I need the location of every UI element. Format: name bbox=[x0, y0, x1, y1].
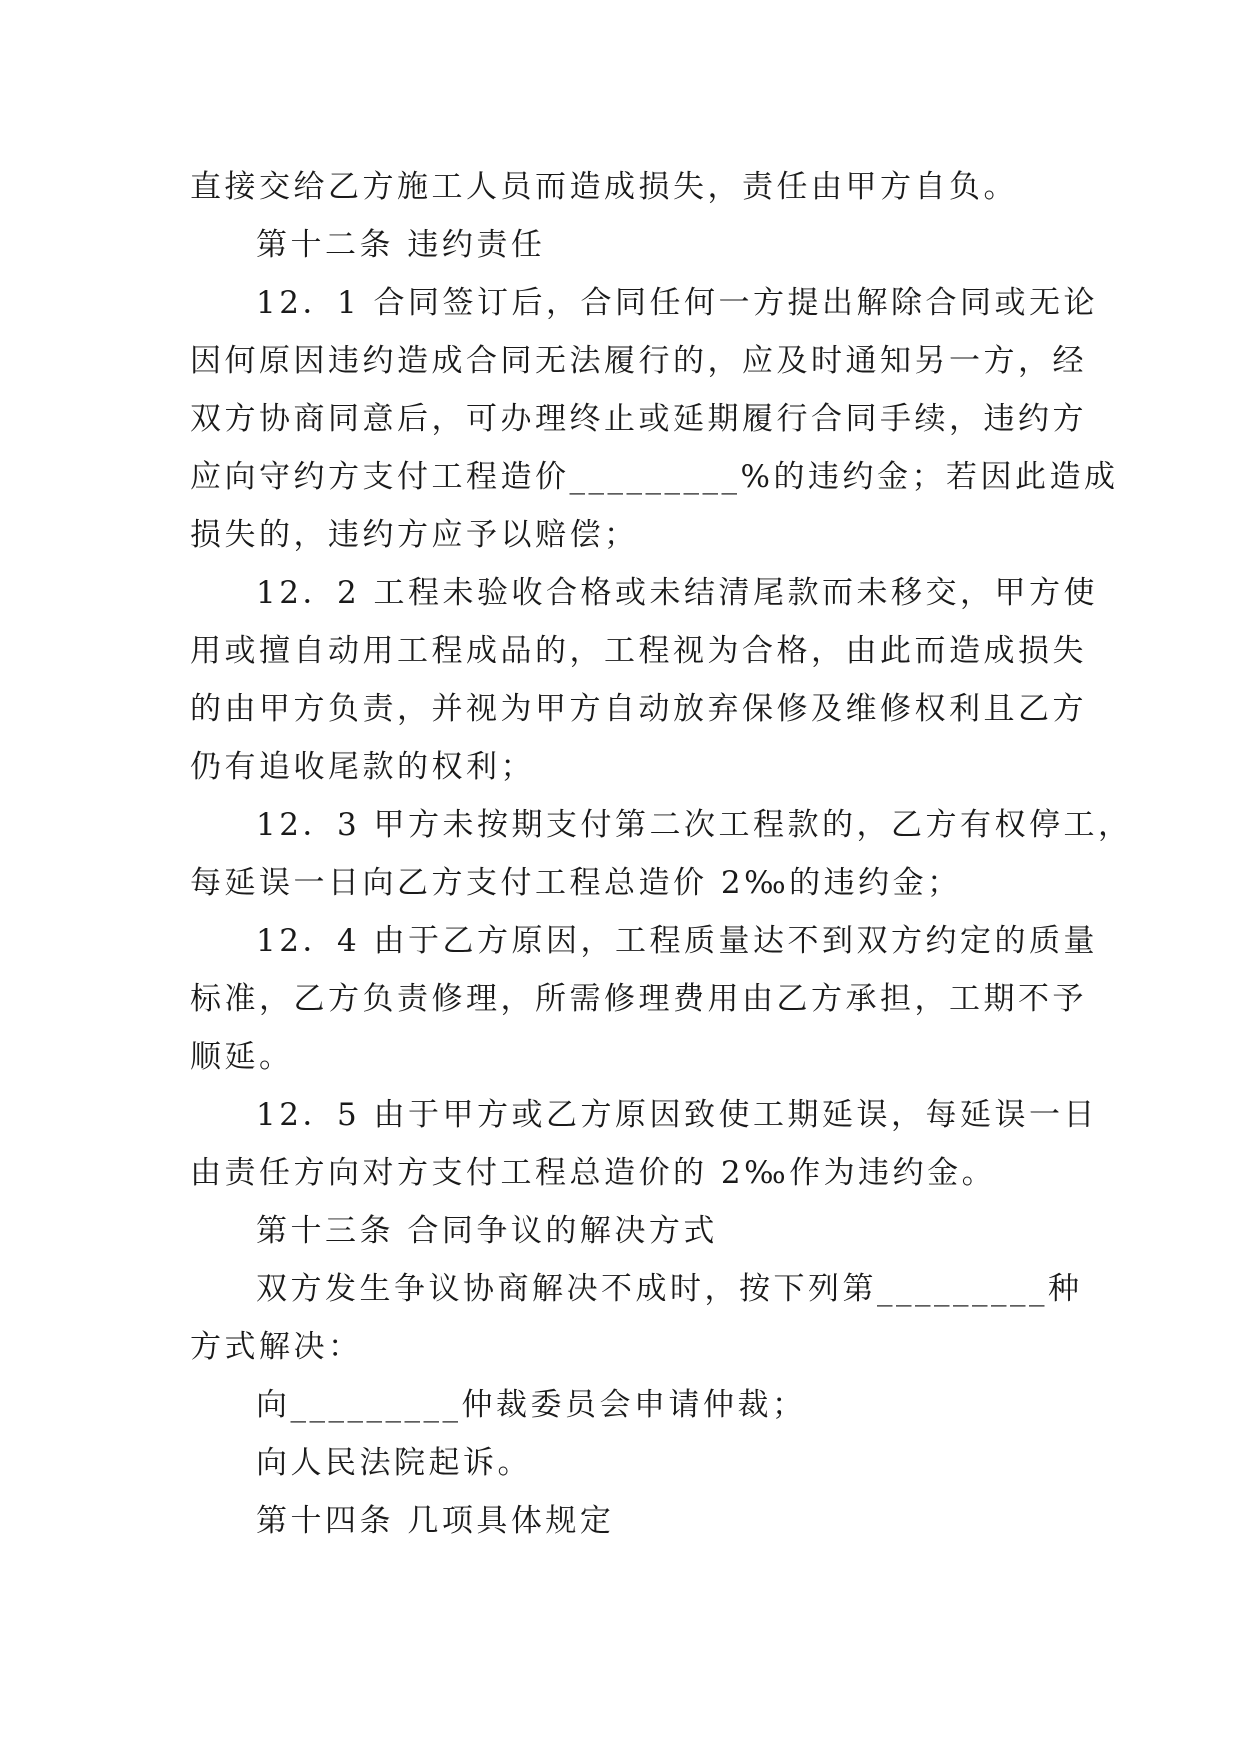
text-line: 方式解决： bbox=[190, 1329, 363, 1365]
text-line: 直接交给乙方施工人员而造成损失，责任由甲方自负。 bbox=[190, 169, 1018, 205]
clause-12-5: 12．5 由于甲方或乙方原因致使工期延误，每延误一日 bbox=[256, 1097, 1099, 1133]
clause-12-3: 12．3 甲方未按期支付第二次工程款的，乙方有权停工， bbox=[256, 807, 1133, 843]
text-line: 双方协商同意后，可办理终止或延期履行合同手续，违约方 bbox=[190, 401, 1087, 437]
clause-12-2: 12．2 工程未验收合格或未结清尾款而未移交，甲方使 bbox=[256, 575, 1099, 611]
section-heading-14: 第十四条 几项具体规定 bbox=[256, 1503, 615, 1539]
section-heading-13: 第十三条 合同争议的解决方式 bbox=[256, 1213, 718, 1249]
option-court: 向人民法院起诉。 bbox=[256, 1445, 532, 1481]
text-line: 每延误一日向乙方支付工程总造价 2‰的违约金； bbox=[190, 865, 962, 901]
text-line: 双方发生争议协商解决不成时，按下列第_________种 bbox=[256, 1271, 1083, 1307]
text-line: 仍有追收尾款的权利； bbox=[190, 749, 535, 785]
text-line: 因何原因违约造成合同无法履行的，应及时通知另一方，经 bbox=[190, 343, 1087, 379]
text-line: 应向守约方支付工程造价_________%的违约金；若因此造成 bbox=[190, 459, 1119, 495]
text-line: 的由甲方负责，并视为甲方自动放弃保修及维修权利且乙方 bbox=[190, 691, 1087, 727]
text-line: 由责任方向对方支付工程总造价的 2‰作为违约金。 bbox=[190, 1155, 997, 1191]
option-arbitration: 向_________仲裁委员会申请仲裁； bbox=[256, 1387, 807, 1423]
section-heading-12: 第十二条 违约责任 bbox=[256, 227, 546, 263]
text-line: 标准，乙方负责修理，所需修理费用由乙方承担，工期不予 bbox=[190, 981, 1087, 1017]
clause-12-1: 12．1 合同签订后，合同任何一方提出解除合同或无论 bbox=[256, 285, 1099, 321]
text-line: 损失的，违约方应予以赔偿； bbox=[190, 517, 639, 553]
text-line: 顺延。 bbox=[190, 1039, 294, 1075]
clause-12-4: 12．4 由于乙方原因，工程质量达不到双方约定的质量 bbox=[256, 923, 1099, 959]
text-line: 用或擅自动用工程成品的，工程视为合格，由此而造成损失 bbox=[190, 633, 1087, 669]
